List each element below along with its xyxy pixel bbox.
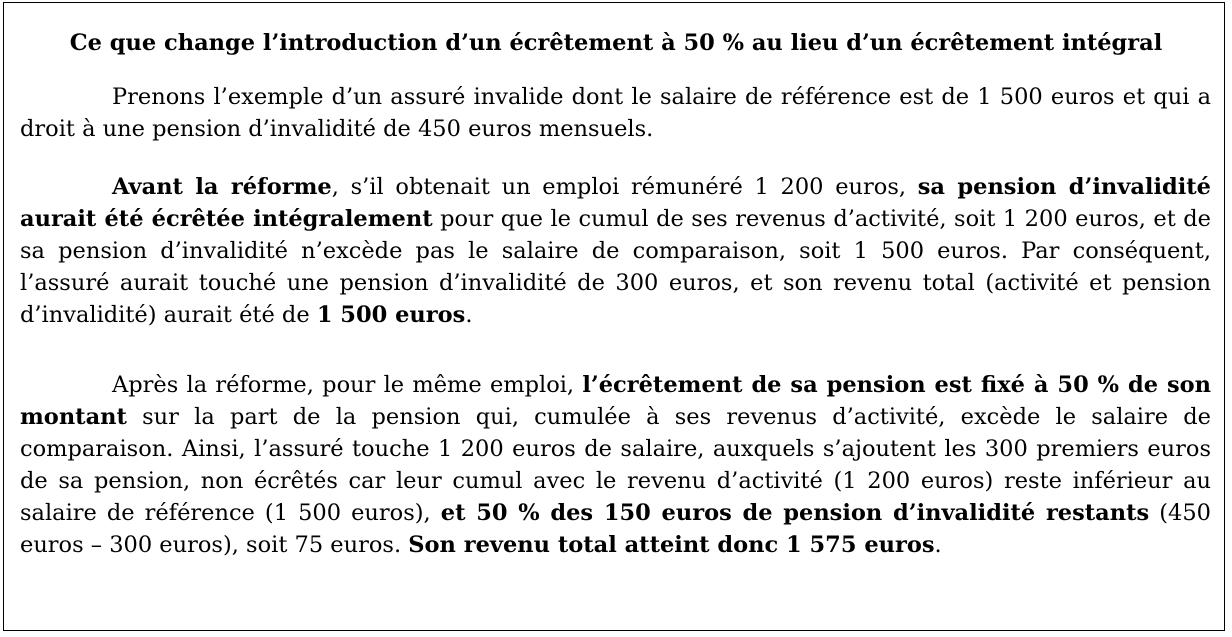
before-reform-emphasis: sa pension d’invalidité aurait été écrêtée intégralement	[20, 174, 1211, 232]
after-reform-end: .	[934, 532, 942, 558]
paragraph-before-reform	[20, 171, 1211, 331]
after-reform-text-1: Après la réforme, pour le même emploi,	[112, 372, 583, 398]
after-reform-emphasis: l’écrêtement de sa pension est fixé à 50 % de son montant	[20, 372, 1212, 430]
after-reform-text-3: (450 euros – 300 euros), soit 75 euros.	[20, 500, 1211, 558]
document-title: Ce que change l’introduction d’un écrêtement à 50 % au lieu d’un écrêtement intégral	[69, 30, 1163, 56]
after-reform-total: Son revenu total atteint donc 1 575 euros	[408, 532, 935, 558]
before-reform-total: 1 500 euros	[316, 302, 466, 328]
before-reform-text-2: pour que le cumul de ses revenus d’activité, soit 1 200 euros, et de sa pension d’invalidité n’excède pas le salaire de comparaison, soit 1 500 euros. Par conséquent, l’assuré aurait touché une pension d’invalidité de 300 euros, et son revenu total (activité et pension d’invalidité) aurait été de	[20, 206, 1211, 328]
paragraph-example-text: Prenons l’exemple d’un assuré invalide dont le salaire de référence est de 1 500 euros et qui a droit à une pension d’invalidité de 450 euros mensuels.	[20, 84, 1211, 142]
before-reform-label: Avant la réforme	[112, 174, 332, 200]
paragraph-after-reform	[20, 369, 1211, 561]
after-reform-remaining: et 50 % des 150 euros de pension d’invalidité restants	[440, 500, 1150, 526]
before-reform-end: .	[465, 302, 473, 328]
before-reform-text-1: , s’il obtenait un emploi rémunéré 1 200 euros,	[331, 174, 918, 200]
after-reform-text-2: sur la part de la pension qui, cumulée à ses revenus d’activité, excède le salaire de comparaison. Ainsi, l’assuré touche 1 200 euros de salaire, auxquels s’ajoutent les 300 premiers euros de sa pension, non écrêtés car leur cumul avec le revenu d’activité (1 200 euros) reste inférieur au salaire de référence (1 500 euros),	[20, 404, 1211, 526]
paragraph-example	[20, 81, 1211, 145]
